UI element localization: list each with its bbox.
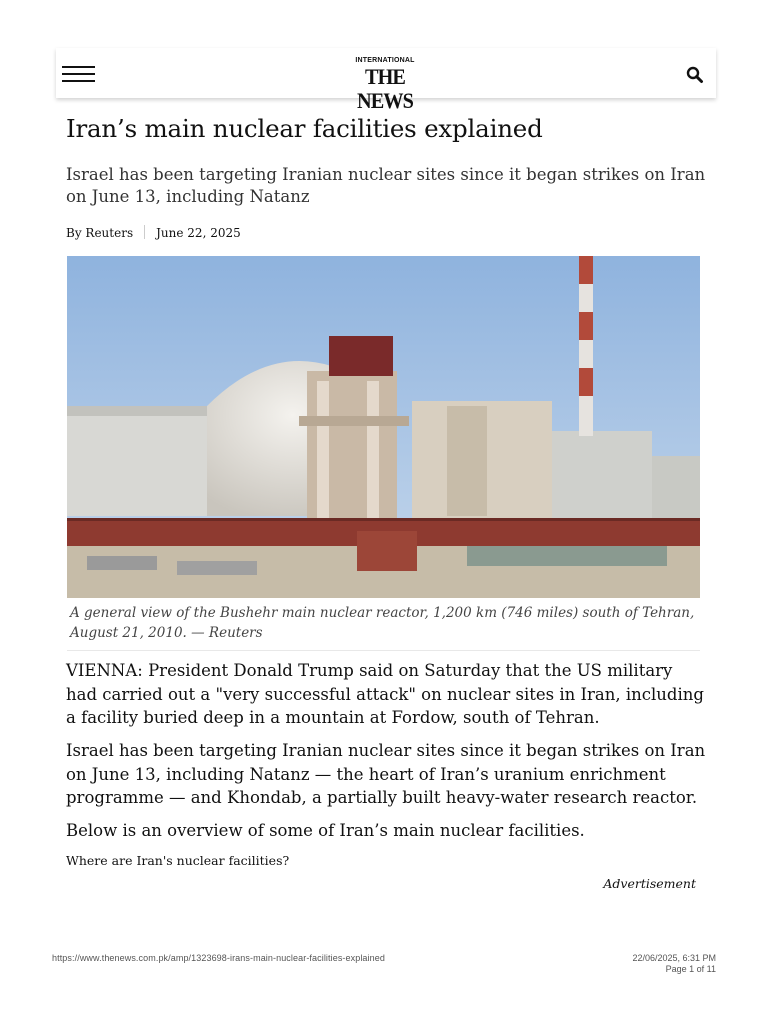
byline-divider	[144, 225, 145, 239]
article-photo	[67, 256, 700, 598]
article-title: Iran’s main nuclear facilities explained	[66, 114, 543, 143]
article-paragraph: VIENNA: President Donald Trump said on Saturday that the US military had carried out a "very successful attack" on nuclear sites in Iran, including a facility buried deep in a mountain at Fordow, south of Tehran.	[66, 661, 704, 727]
caption-divider	[67, 650, 700, 651]
article-paragraph: Israel has been targeting Iranian nuclear sites since it began strikes on Iran on June 13, including Natanz — the heart of Iran’s uranium enrichment programme — and Khondab, a partially built heavy-water research reactor.	[66, 741, 706, 807]
author[interactable]: By Reuters	[66, 226, 134, 240]
photo-caption: A general view of the Bushehr main nuclear reactor, 1,200 km (746 miles) south of Tehran, August 21, 2010. — Reuters	[70, 605, 695, 641]
print-timestamp: 22/06/2025, 6:31 PM	[632, 953, 716, 963]
site-header	[56, 48, 716, 113]
logo-main-text: THE NEWS	[357, 64, 413, 113]
logo-top-text: INTERNATIONAL	[355, 57, 415, 64]
print-footer-meta	[560, 953, 716, 975]
article-paragraph: Below is an overview of some of Iran’s main nuclear facilities.	[66, 821, 585, 840]
print-footer-url: https://www.thenews.com.pk/amp/1323698-irans-main-nuclear-facilities-explained	[52, 953, 385, 963]
site-logo[interactable]	[332, 57, 438, 113]
publish-date: June 22, 2025	[156, 226, 241, 240]
section-subhead: Where are Iran's nuclear facilities?	[66, 853, 290, 868]
advertisement-label: Advertisement	[603, 876, 696, 891]
byline	[66, 224, 241, 242]
page-number: Page 1 of 11	[665, 964, 716, 974]
article-subtitle: Israel has been targeting Iranian nuclear sites since it began strikes on Iran on June 13, including Natanz	[66, 165, 706, 206]
hamburger-menu-icon[interactable]	[62, 66, 95, 82]
search-icon[interactable]	[686, 66, 704, 84]
